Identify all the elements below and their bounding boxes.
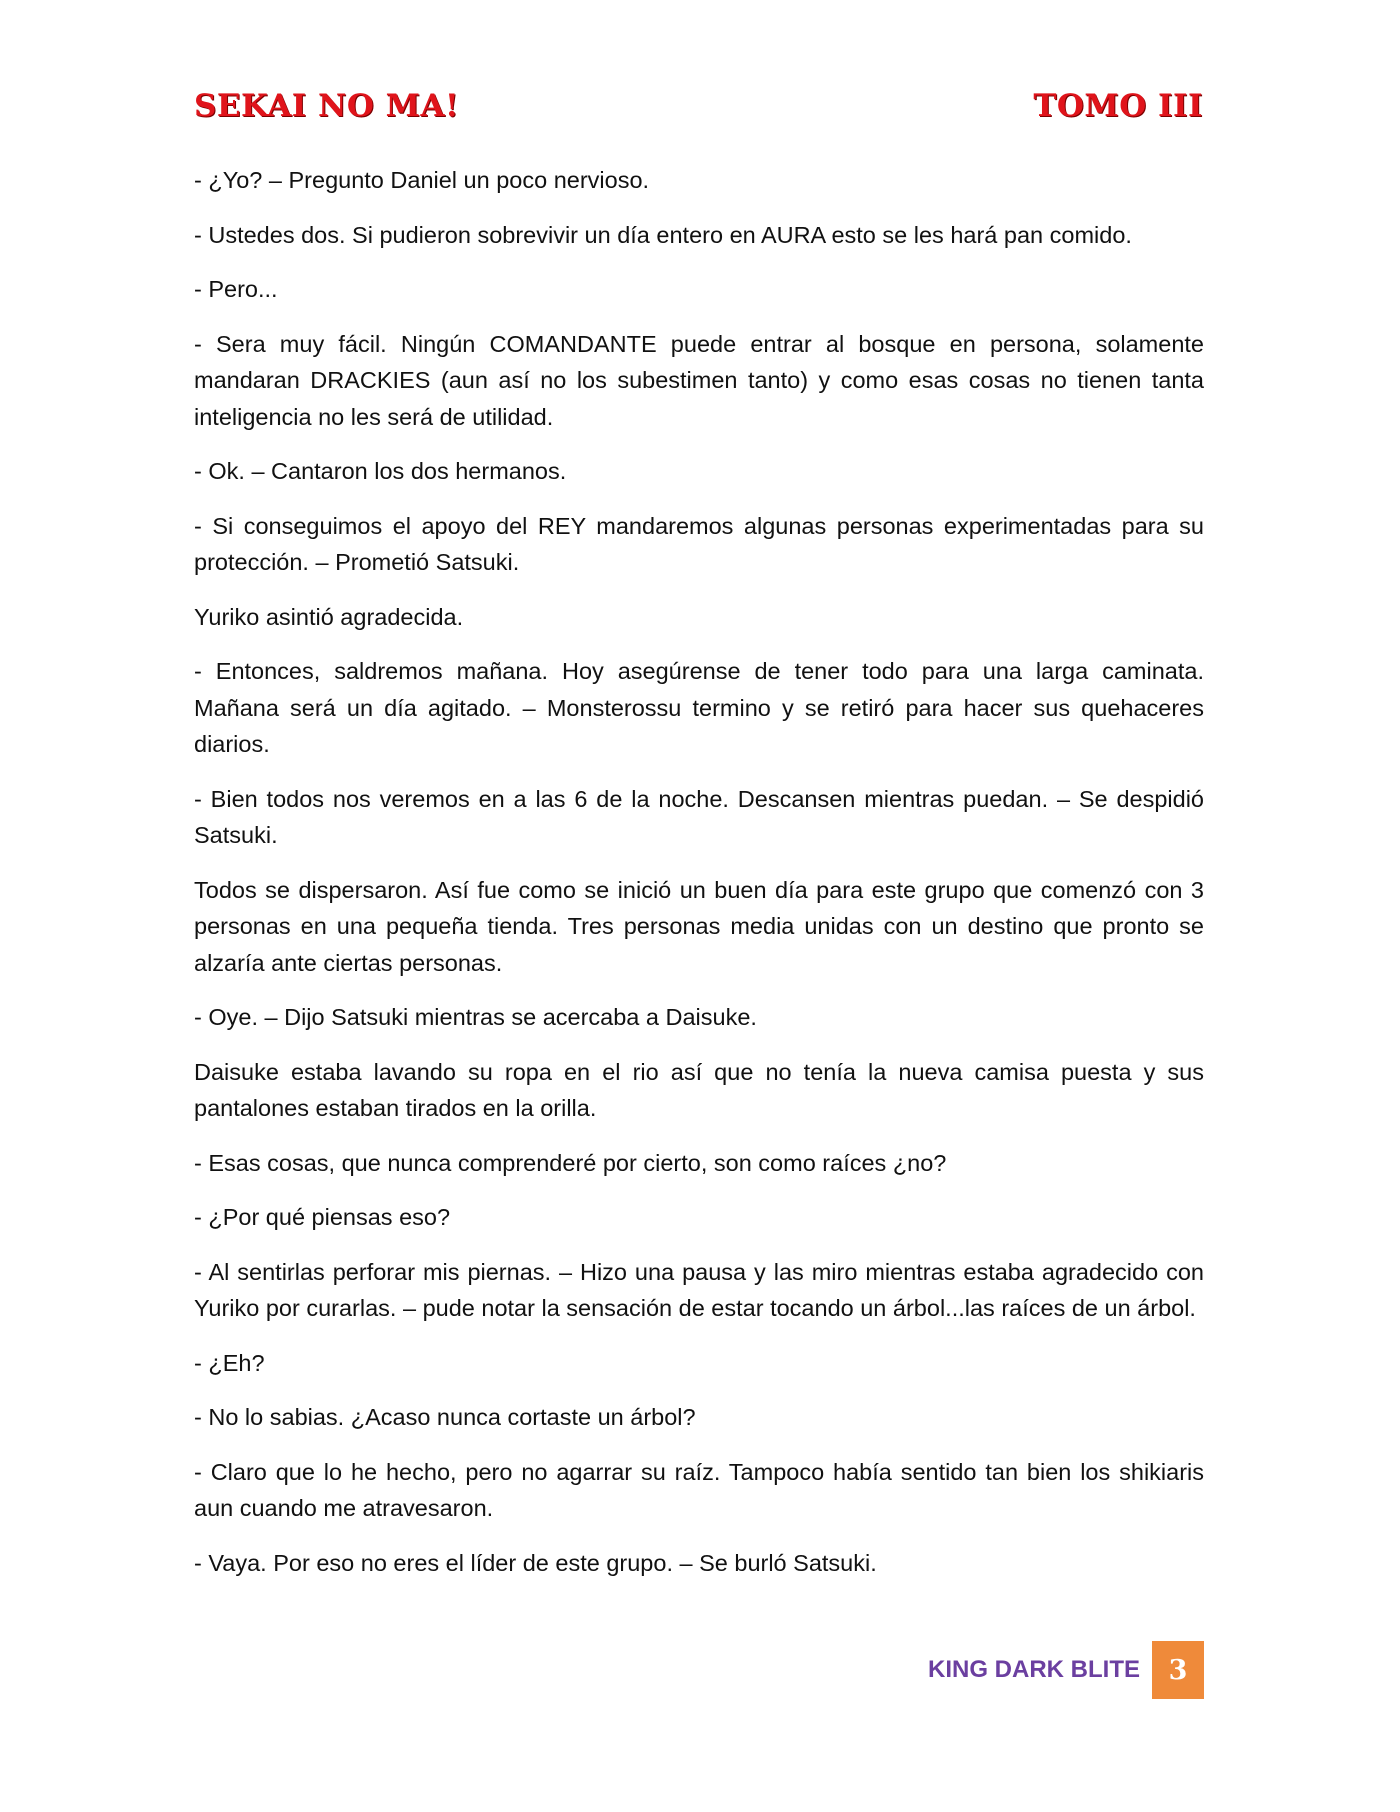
- paragraph: - ¿Por qué piensas eso?: [194, 1204, 451, 1230]
- paragraph: - ¿Eh?: [194, 1349, 265, 1376]
- paragraph: - Ok. – Cantaron los dos hermanos.: [194, 458, 567, 484]
- paragraph: - Bien todos nos veremos en a las 6 de la noche. Descansen mientras puedan. – Se despidió Satsuki.: [194, 785, 1204, 848]
- paragraph: - Si conseguimos el apoyo del REY mandaremos algunas personas experimentadas para su protección. – Prometió Satsuki.: [194, 512, 1204, 575]
- paragraph: Yuriko asintió agradecida.: [194, 603, 464, 630]
- paragraph: - Sera muy fácil. Ningún COMANDANTE puede entrar al bosque en persona, solamente mandaran DRACKIES (aun así no los subestimen tanto) y como esas cosas no tienen tanta inteligencia no les será de utilidad.: [194, 330, 1204, 430]
- page-footer: [928, 1640, 1204, 1700]
- book-title: SEKAI NO MA!: [194, 88, 460, 124]
- paragraph: - No lo sabias. ¿Acaso nunca cortaste un árbol?: [194, 1404, 696, 1430]
- paragraph: - Claro que lo he hecho, pero no agarrar su raíz. Tampoco había sentido tan bien los shikiaris aun cuando me atravesaron.: [194, 1458, 1204, 1521]
- page-number-badge: 3: [1152, 1641, 1204, 1699]
- body-text: [194, 162, 1204, 1599]
- author-name: KING DARK BLITE: [928, 1656, 1140, 1683]
- volume-title: TOMO III: [1033, 88, 1203, 124]
- page-header: [194, 88, 1203, 132]
- paragraph: - Entonces, saldremos mañana. Hoy asegúrense de tener todo para una larga caminata. Mañana será un día agitado. – Monsterossu termino y se retiró para hacer sus quehaceres diarios.: [194, 658, 1204, 757]
- paragraph: - Ustedes dos. Si pudieron sobrevivir un día entero en AURA esto se les hará pan comido.: [194, 221, 1132, 248]
- paragraph: - Esas cosas, que nunca comprenderé por cierto, son como raíces ¿no?: [194, 1149, 947, 1176]
- paragraph: - Vaya. Por eso no eres el líder de este grupo. – Se burló Satsuki.: [194, 1549, 877, 1576]
- paragraph: - Al sentirlas perforar mis piernas. – Hizo una pausa y las miro mientras estaba agradecido con Yuriko por curarlas. – pude notar la sensación de estar tocando un árbol...las raíces de un árbol.: [194, 1258, 1204, 1321]
- paragraph: Daisuke estaba lavando su ropa en el rio así que no tenía la nueva camisa puesta y sus pantalones estaban tirados en la orilla.: [194, 1058, 1204, 1121]
- paragraph: Todos se dispersaron. Así fue como se inició un buen día para este grupo que comenzó con 3 personas en una pequeña tienda. Tres personas media unidas con un destino que pronto se alzaría ante ciertas personas.: [194, 876, 1204, 976]
- paragraph: - Oye. – Dijo Satsuki mientras se acercaba a Daisuke.: [194, 1004, 757, 1030]
- paragraph: - Pero...: [194, 276, 278, 302]
- paragraph: - ¿Yo? – Pregunto Daniel un poco nervioso.: [194, 167, 650, 193]
